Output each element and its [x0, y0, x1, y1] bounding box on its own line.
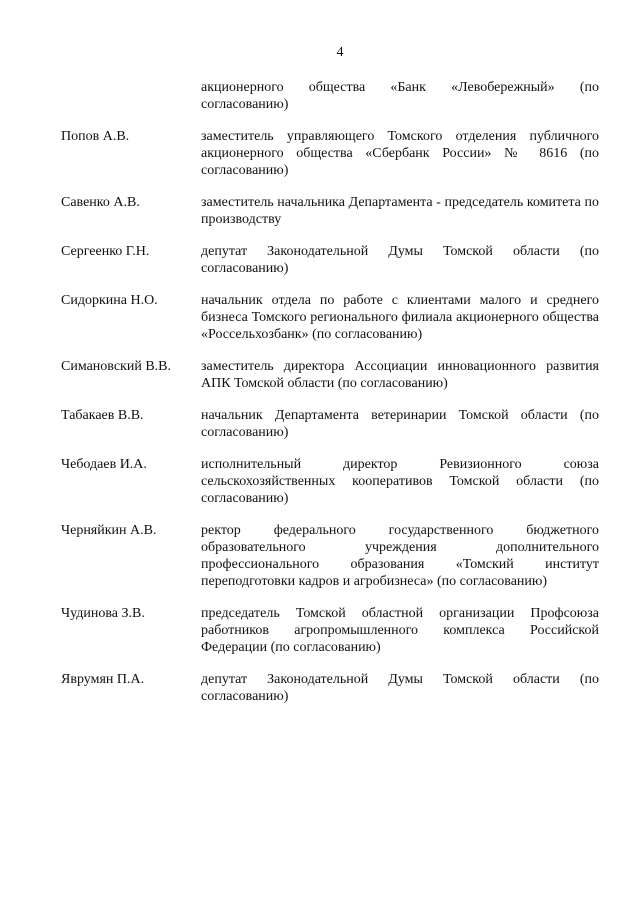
member-name: Табакаев В.В.	[61, 408, 144, 423]
member-row	[61, 522, 599, 590]
member-row	[61, 292, 599, 343]
member-name: Сергеенко Г.Н.	[61, 244, 150, 259]
continuation-row	[61, 79, 599, 113]
page-number: 4	[336, 45, 344, 60]
member-role: ректор федерального государственного бюджетного образовательного учреждения дополнительного профессионального образования «Томский институт переподготовки кадров и агробизнеса» (по согласованию)	[201, 523, 599, 589]
member-name: Чудинова З.В.	[61, 606, 145, 621]
member-role: заместитель начальника Департамента - председатель комитета по производству	[201, 195, 599, 227]
member-role: заместитель директора Ассоциации инновационного развития АПК Томской области (по согласованию)	[201, 359, 599, 391]
member-name: Савенко А.В.	[61, 195, 140, 210]
member-row	[61, 358, 599, 392]
member-role: начальник Департамента ветеринарии Томской области (по согласованию)	[201, 408, 599, 440]
member-name: Черняйкин А.В.	[61, 523, 157, 538]
member-role: депутат Законодательной Думы Томской области (по согласованию)	[201, 672, 599, 704]
member-role: председатель Томской областной организации Профсоюза работников агропромышленного комплекса Российской Федерации (по согласованию)	[201, 606, 599, 655]
member-role: заместитель управляющего Томского отделения публичного акционерного общества «Сбербанк России» № 8616 (по согласованию)	[201, 129, 599, 178]
member-row	[61, 671, 599, 705]
member-role: депутат Законодательной Думы Томской области (по согласованию)	[201, 244, 599, 276]
member-row	[61, 456, 599, 507]
continuation-role-text: акционерного общества «Банк «Левобережный» (по согласованию)	[201, 80, 599, 112]
member-row	[61, 128, 599, 179]
member-name: Чебодаев И.А.	[61, 457, 147, 472]
member-name: Симановский В.В.	[61, 359, 172, 374]
member-name: Яврумян П.А.	[61, 672, 145, 687]
member-row	[61, 194, 599, 228]
member-role: начальник отдела по работе с клиентами малого и среднего бизнеса Томского регионального филиала акционерного общества «Россельхозбанк» (по согласованию)	[201, 293, 599, 342]
committee-member-list	[61, 79, 599, 720]
member-name: Попов А.В.	[61, 129, 130, 144]
member-name: Сидоркина Н.О.	[61, 293, 158, 308]
member-row	[61, 605, 599, 656]
member-row	[61, 407, 599, 441]
member-role: исполнительный директор Ревизионного союза сельскохозяйственных кооперативов Томской области (по согласованию)	[201, 457, 599, 506]
member-row	[61, 243, 599, 277]
